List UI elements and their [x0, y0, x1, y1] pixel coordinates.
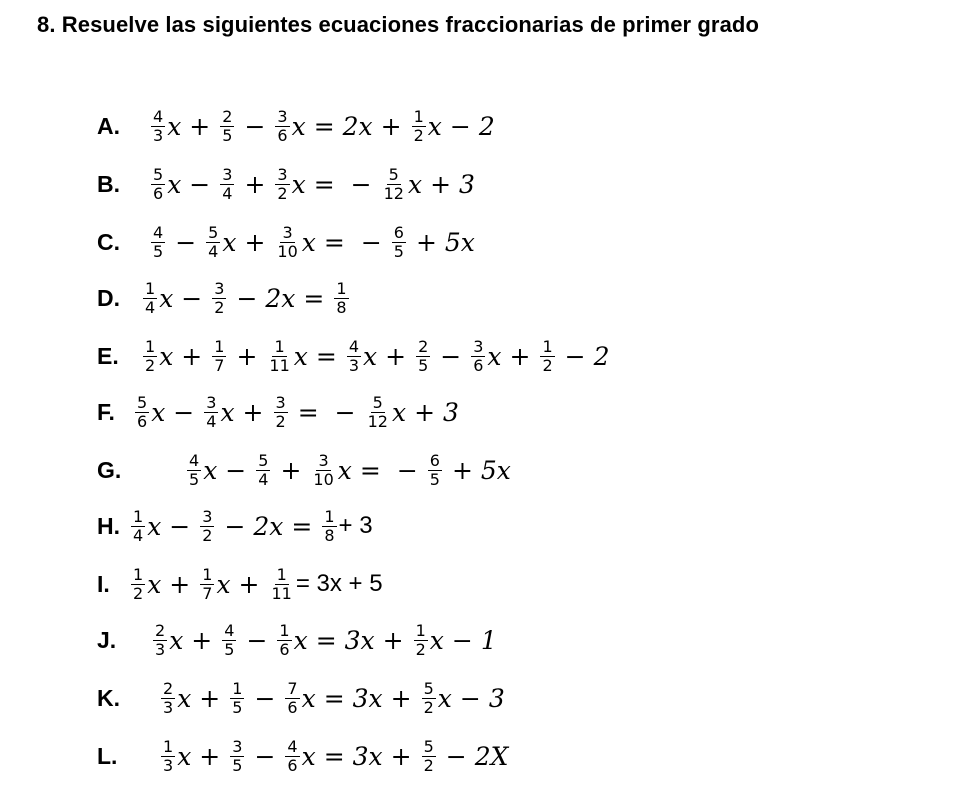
operator: −: [254, 683, 276, 713]
fraction: [471, 338, 485, 375]
term: x: [407, 169, 423, 199]
equation-label: H.: [97, 513, 120, 539]
operator: +: [382, 625, 404, 655]
operator: −: [244, 111, 266, 141]
fraction: [285, 738, 299, 775]
fraction: [161, 738, 175, 775]
operator: −: [449, 111, 471, 141]
fraction-denominator: 2: [277, 183, 288, 203]
term: x: [167, 169, 182, 199]
operator: +: [380, 111, 402, 141]
operator: −: [224, 511, 246, 541]
fraction-denominator: 6: [279, 639, 290, 659]
term: x: [301, 227, 316, 257]
fraction-denominator: 3: [163, 697, 174, 717]
fraction: [200, 566, 214, 603]
fraction-numerator: 5: [153, 164, 164, 184]
fraction-denominator: 4: [133, 525, 144, 545]
operator: =: [359, 455, 381, 485]
fraction-denominator: 5: [393, 241, 404, 261]
fraction: [153, 622, 167, 659]
fraction-denominator: 5: [418, 355, 429, 375]
term: 3x: [352, 741, 383, 771]
operator: =: [315, 341, 337, 371]
fraction-denominator: 6: [277, 125, 288, 145]
fraction-numerator: 1: [413, 106, 424, 126]
fraction: [422, 738, 436, 775]
fraction: [200, 508, 214, 545]
operator: =: [313, 169, 335, 199]
operator: −: [360, 227, 382, 257]
fraction-denominator: 5: [222, 125, 233, 145]
fraction-denominator: 11: [269, 355, 290, 375]
fraction-denominator: 5: [224, 639, 235, 659]
equation-label: A.: [97, 113, 120, 139]
operator: −: [440, 341, 462, 371]
fraction: [267, 338, 291, 375]
term: x: [203, 455, 218, 485]
fraction-numerator: 5: [388, 164, 399, 184]
fraction-numerator: 2: [155, 620, 166, 640]
term: x: [363, 341, 378, 371]
fraction-numerator: 3: [275, 392, 286, 412]
expression-text: = 3x + 5: [295, 570, 383, 597]
fraction-denominator: 2: [423, 755, 434, 775]
equation-label: B.: [97, 171, 120, 197]
fraction-denominator: 2: [413, 125, 424, 145]
fraction-numerator: 1: [145, 278, 156, 298]
term: x: [159, 341, 174, 371]
fraction: [275, 224, 299, 261]
fraction-numerator: 4: [153, 106, 164, 126]
equation: [149, 156, 475, 212]
operator: +: [509, 341, 531, 371]
term: 2x: [342, 111, 373, 141]
term: x: [169, 625, 184, 655]
fraction-denominator: 2: [275, 411, 286, 431]
fraction: [143, 338, 157, 375]
fraction: [151, 166, 165, 203]
fraction: [143, 280, 157, 317]
fraction-denominator: 3: [163, 755, 174, 775]
fraction: [322, 508, 336, 545]
operator: +: [242, 397, 264, 427]
fraction-numerator: 4: [348, 336, 359, 356]
fraction-numerator: 4: [189, 450, 200, 470]
fraction-denominator: 7: [214, 355, 225, 375]
term: 2: [593, 341, 610, 371]
fraction-numerator: 2: [163, 678, 174, 698]
operator: −: [451, 625, 473, 655]
term: x: [293, 625, 308, 655]
equation: [149, 98, 495, 154]
equation: [149, 214, 475, 270]
fraction-denominator: 4: [258, 469, 269, 489]
fraction: [416, 338, 430, 375]
fraction: [206, 224, 220, 261]
fraction-numerator: 5: [423, 678, 434, 698]
operator: −: [169, 511, 191, 541]
fraction: [428, 452, 442, 489]
fraction-numerator: 3: [277, 106, 288, 126]
operator: −: [173, 397, 195, 427]
operator: −: [334, 397, 356, 427]
fraction: [256, 452, 270, 489]
operator: −: [445, 741, 467, 771]
term: 2x: [253, 511, 284, 541]
fraction-denominator: 4: [208, 241, 219, 261]
operator: +: [280, 455, 302, 485]
term: x: [147, 511, 162, 541]
fraction: [131, 566, 145, 603]
fraction-numerator: 3: [282, 222, 293, 242]
term: x: [301, 683, 316, 713]
term: x: [301, 741, 316, 771]
term: 3x: [344, 625, 375, 655]
fraction: [220, 166, 234, 203]
fraction: [412, 108, 426, 145]
term: x: [391, 397, 407, 427]
fraction-denominator: 7: [202, 583, 213, 603]
fraction: [187, 452, 201, 489]
fraction: [230, 738, 244, 775]
fraction-numerator: 3: [473, 336, 484, 356]
operator: =: [297, 397, 319, 427]
operator: +: [451, 455, 473, 485]
fraction: [220, 108, 234, 145]
fraction: [131, 508, 145, 545]
fraction-denominator: 4: [145, 297, 156, 317]
fraction-denominator: 6: [287, 697, 298, 717]
equation-label: C.: [97, 229, 120, 255]
equation: [151, 612, 497, 668]
operator: =: [313, 111, 335, 141]
fraction-denominator: 5: [429, 469, 440, 489]
fraction-numerator: 5: [372, 392, 383, 412]
equation: [185, 442, 511, 498]
fraction-numerator: 2: [222, 106, 233, 126]
fraction-numerator: 1: [145, 336, 156, 356]
operator: =: [323, 227, 345, 257]
operator: +: [244, 169, 266, 199]
fraction-numerator: 1: [274, 336, 285, 356]
operator: =: [303, 283, 325, 313]
fraction: [277, 622, 291, 659]
fraction-denominator: 10: [277, 241, 298, 261]
operator: +: [385, 341, 407, 371]
equation-label: F.: [97, 399, 115, 425]
operator: +: [181, 341, 203, 371]
fraction-denominator: 2: [145, 355, 156, 375]
term: x: [429, 625, 444, 655]
term: x: [427, 111, 442, 141]
term: 3: [488, 683, 505, 713]
operator: +: [236, 341, 258, 371]
fraction-denominator: 2: [214, 297, 225, 317]
fraction: [422, 680, 436, 717]
fraction-numerator: 4: [224, 620, 235, 640]
fraction-numerator: 4: [287, 736, 298, 756]
fraction-numerator: 1: [133, 506, 144, 526]
fraction-denominator: 5: [189, 469, 200, 489]
operator: +: [390, 683, 412, 713]
term: 2: [478, 111, 495, 141]
fraction: [347, 338, 361, 375]
fraction-denominator: 8: [324, 525, 335, 545]
operator: =: [291, 511, 313, 541]
operator: −: [181, 283, 203, 313]
operator: +: [169, 569, 191, 599]
term: 3: [459, 169, 475, 199]
fraction-numerator: 1: [202, 564, 213, 584]
fraction-numerator: 5: [258, 450, 269, 470]
equation-label: L.: [97, 743, 118, 769]
operator: +: [191, 625, 213, 655]
fraction: [274, 394, 288, 431]
term: x: [167, 111, 182, 141]
fraction-denominator: 2: [202, 525, 213, 545]
fraction-numerator: 2: [418, 336, 429, 356]
term: 2X: [474, 741, 509, 771]
fraction-denominator: 6: [137, 411, 148, 431]
operator: =: [323, 741, 345, 771]
fraction: [392, 224, 406, 261]
fraction-denominator: 6: [153, 183, 164, 203]
fraction-denominator: 8: [336, 297, 347, 317]
page-title: 8. Resuelve las siguientes ecuaciones fraccionarias de primer grado: [37, 12, 760, 37]
fraction-numerator: 1: [324, 506, 335, 526]
term: x: [147, 569, 162, 599]
operator: +: [244, 227, 266, 257]
fraction: [414, 622, 428, 659]
fraction-numerator: 3: [232, 736, 243, 756]
fraction-numerator: 5: [137, 392, 148, 412]
fraction-numerator: 4: [153, 222, 164, 242]
term: x: [487, 341, 502, 371]
operator: −: [246, 625, 268, 655]
fraction-numerator: 6: [429, 450, 440, 470]
fraction-numerator: 3: [214, 278, 225, 298]
fraction-denominator: 12: [383, 183, 404, 203]
term: 1: [480, 625, 497, 655]
fraction-numerator: 1: [214, 336, 225, 356]
fraction-denominator: 3: [155, 639, 166, 659]
operator: +: [199, 741, 221, 771]
fraction-denominator: 6: [287, 755, 298, 775]
fraction-numerator: 1: [276, 564, 287, 584]
fraction-numerator: 5: [208, 222, 219, 242]
fraction: [382, 166, 406, 203]
fraction-denominator: 2: [415, 639, 426, 659]
fraction-denominator: 2: [133, 583, 144, 603]
equation: [159, 728, 508, 784]
fraction: [212, 280, 226, 317]
equation-label: E.: [97, 343, 119, 369]
equation: [129, 498, 373, 554]
term: x: [177, 683, 192, 713]
fraction: [311, 452, 335, 489]
equation: [133, 384, 459, 440]
term: x: [337, 455, 352, 485]
fraction-numerator: 3: [277, 164, 288, 184]
operator: +: [414, 397, 436, 427]
operator: −: [189, 169, 211, 199]
fraction: [230, 680, 244, 717]
operator: −: [175, 227, 197, 257]
fraction: [270, 566, 294, 603]
operator: +: [199, 683, 221, 713]
fraction-denominator: 3: [153, 125, 164, 145]
equation-label: D.: [97, 285, 120, 311]
fraction: [366, 394, 390, 431]
equation-label: I.: [97, 571, 110, 597]
equation-label: K.: [97, 685, 120, 711]
fraction-denominator: 11: [271, 583, 292, 603]
equation: [129, 556, 383, 612]
fraction-numerator: 3: [202, 506, 213, 526]
operator: −: [236, 283, 258, 313]
fraction-denominator: 10: [313, 469, 334, 489]
fraction-numerator: 1: [415, 620, 426, 640]
equation-label: J.: [97, 627, 117, 653]
fraction: [275, 166, 289, 203]
term: x: [293, 341, 308, 371]
operator: −: [350, 169, 372, 199]
operator: −: [254, 741, 276, 771]
operator: −: [459, 683, 481, 713]
fraction-denominator: 5: [232, 755, 243, 775]
fraction-numerator: 1: [542, 336, 553, 356]
expression-text: + 3: [338, 512, 373, 539]
operator: +: [415, 227, 437, 257]
term: 5x: [444, 227, 475, 257]
fraction-denominator: 2: [542, 355, 553, 375]
fraction-denominator: 5: [153, 241, 164, 261]
fraction-denominator: 6: [473, 355, 484, 375]
term: x: [216, 569, 231, 599]
fraction: [222, 622, 236, 659]
term: 3x: [352, 683, 383, 713]
fraction-numerator: 7: [287, 678, 298, 698]
equation-label: G.: [97, 457, 122, 483]
fraction-denominator: 5: [232, 697, 243, 717]
equation: [141, 270, 351, 326]
term: 2x: [265, 283, 296, 313]
fraction-denominator: 3: [348, 355, 359, 375]
term: x: [291, 169, 306, 199]
term: 5x: [480, 455, 511, 485]
equation: [159, 670, 505, 726]
equation: [141, 328, 610, 384]
term: x: [291, 111, 306, 141]
fraction: [275, 108, 289, 145]
operator: +: [238, 569, 260, 599]
operator: =: [315, 625, 337, 655]
fraction: [161, 680, 175, 717]
fraction-numerator: 1: [133, 564, 144, 584]
term: x: [159, 283, 174, 313]
fraction-numerator: 1: [336, 278, 347, 298]
fraction-denominator: 4: [206, 411, 217, 431]
operator: −: [225, 455, 247, 485]
fraction-denominator: 4: [222, 183, 233, 203]
term: x: [437, 683, 452, 713]
operator: =: [323, 683, 345, 713]
operator: +: [430, 169, 452, 199]
term: x: [220, 397, 235, 427]
fraction-numerator: 3: [206, 392, 217, 412]
fraction: [334, 280, 348, 317]
operator: −: [396, 455, 418, 485]
operator: +: [189, 111, 211, 141]
term: x: [177, 741, 192, 771]
operator: −: [564, 341, 586, 371]
fraction: [285, 680, 299, 717]
term: x: [151, 397, 166, 427]
fraction-numerator: 5: [423, 736, 434, 756]
fraction-numerator: 3: [222, 164, 233, 184]
fraction-denominator: 2: [423, 697, 434, 717]
term: 3: [443, 397, 459, 427]
fraction: [212, 338, 226, 375]
term: x: [222, 227, 237, 257]
fraction-numerator: 6: [393, 222, 404, 242]
fraction: [204, 394, 218, 431]
fraction-numerator: 1: [163, 736, 174, 756]
fraction-numerator: 1: [232, 678, 243, 698]
fraction: [540, 338, 554, 375]
fraction-numerator: 3: [318, 450, 329, 470]
operator: +: [390, 741, 412, 771]
fraction: [151, 108, 165, 145]
fraction-numerator: 1: [279, 620, 290, 640]
fraction: [135, 394, 149, 431]
fraction-denominator: 12: [367, 411, 388, 431]
fraction: [151, 224, 165, 261]
